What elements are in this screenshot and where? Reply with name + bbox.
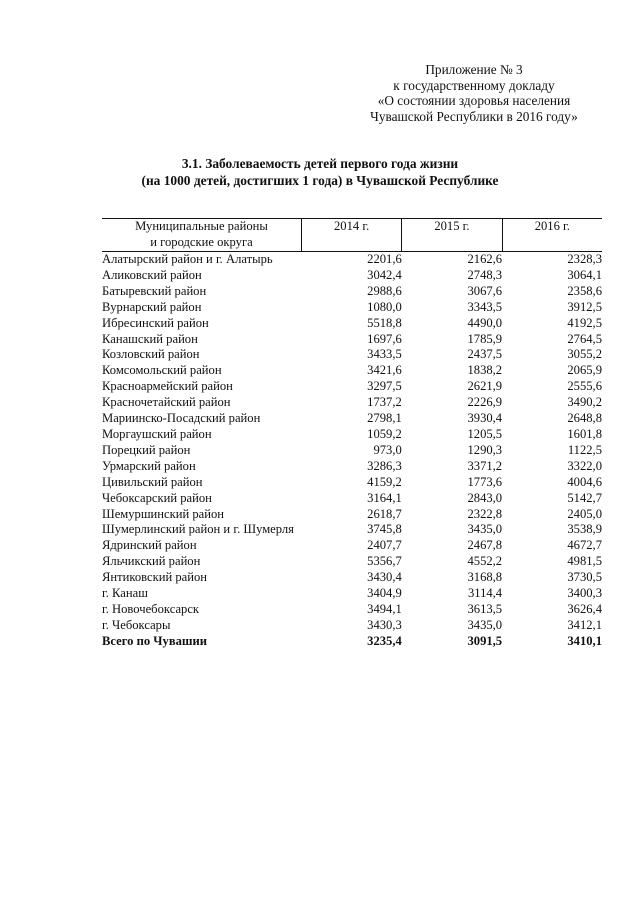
value-2014: 3404,9	[367, 586, 402, 601]
value-2014: 1737,2	[367, 395, 402, 410]
value-2015: 3067,6	[467, 283, 503, 298]
value-2014: 3494,1	[367, 601, 402, 616]
table-body	[102, 252, 602, 650]
table-row	[102, 507, 602, 523]
district-name: Цивильский район	[102, 474, 203, 489]
value-2015: 2437,5	[467, 347, 503, 362]
table-row	[102, 443, 602, 459]
district-name: Порецкий район	[102, 442, 191, 457]
appendix-line: «О состоянии здоровья населения	[377, 93, 571, 109]
value-2015: 2322,8	[467, 506, 503, 521]
value-2015: 4552,2	[467, 554, 503, 569]
table-row	[102, 459, 602, 475]
table-row	[102, 379, 602, 395]
district-name: Шумерлинский район и г. Шумерля	[102, 522, 294, 537]
value-2015: 3343,5	[467, 299, 503, 314]
value-2016: 3538,9	[567, 522, 602, 537]
district-name: Вурнарский район	[102, 299, 202, 314]
value-2016: 4004,6	[567, 474, 602, 489]
value-2015: 2843,0	[467, 490, 503, 505]
district-name: Батыревский район	[102, 283, 207, 298]
value-2016: 1122,5	[567, 442, 602, 457]
total-label: Всего по Чувашии	[102, 633, 208, 648]
value-2016: 5142,7	[567, 490, 602, 505]
value-2014: 3745,8	[367, 522, 402, 537]
value-2014: 3297,5	[367, 379, 402, 394]
value-2016: 2065,9	[567, 363, 602, 378]
value-2016: 3055,2	[567, 347, 602, 362]
value-2016: 4981,5	[567, 554, 602, 569]
value-2016: 3400,3	[567, 586, 602, 601]
value-2016: 2405,0	[567, 506, 602, 521]
column-header-district-line: Муниципальные районы	[135, 219, 268, 233]
district-name: Ядринский район	[102, 538, 197, 553]
value-2016: 4672,7	[567, 538, 602, 553]
value-2016: 1601,8	[567, 426, 602, 441]
value-2015: 3613,5	[467, 601, 503, 616]
table-row	[102, 554, 602, 570]
value-2015: 3168,8	[467, 570, 503, 585]
value-2016: 3730,5	[567, 570, 602, 585]
column-header-2014: 2014 г.	[301, 219, 401, 252]
value-2015: 1290,3	[467, 442, 503, 457]
value-2014: 2798,1	[367, 411, 402, 426]
value-2015: 3114,4	[467, 586, 503, 601]
table-row	[102, 316, 602, 332]
table-row	[102, 268, 602, 284]
value-2015: 3371,2	[467, 458, 503, 473]
value-2016: 3912,5	[567, 299, 602, 314]
value-2014: 2988,6	[367, 283, 402, 298]
table-row	[102, 427, 602, 443]
value-2015: 1205,5	[467, 426, 503, 441]
appendix-line: к государственному докладу	[393, 77, 555, 93]
value-2014: 1080,0	[367, 299, 402, 314]
district-name: Алатырский район и г. Алатырь	[102, 252, 273, 266]
value-2015: 1773,6	[467, 474, 503, 489]
total-value-2016: 3410,1	[567, 633, 602, 648]
value-2016: 3490,2	[567, 395, 602, 410]
table-row	[102, 491, 602, 507]
district-name: Канашский район	[102, 331, 198, 346]
table-header-row	[102, 219, 602, 252]
district-name: г. Новочебоксарск	[102, 601, 200, 616]
value-2014: 5518,8	[367, 315, 402, 330]
value-2014: 973,0	[373, 442, 402, 457]
table-row	[102, 522, 602, 538]
district-name: г. Канаш	[102, 586, 148, 601]
table-header	[102, 219, 602, 252]
district-name: Комсомольский район	[102, 363, 222, 378]
table-row	[102, 300, 602, 316]
appendix-header	[344, 62, 604, 124]
value-2014: 1059,2	[367, 426, 402, 441]
value-2016: 2648,8	[567, 411, 602, 426]
value-2016: 4192,5	[567, 315, 602, 330]
morbidity-table	[102, 218, 602, 650]
district-name: Ибресинский район	[102, 315, 209, 330]
table-row	[102, 395, 602, 411]
value-2014: 3042,4	[367, 267, 402, 282]
value-2014: 2407,7	[367, 538, 402, 553]
table-row	[102, 347, 602, 363]
district-name: Аликовский район	[102, 267, 202, 282]
value-2016: 2764,5	[567, 331, 602, 346]
district-name: Урмарский район	[102, 458, 196, 473]
table-title-line: (на 1000 детей, достигших 1 года) в Чувашской Республике	[141, 172, 499, 188]
value-2016: 2555,6	[567, 379, 602, 394]
value-2014: 4159,2	[367, 474, 402, 489]
value-2015: 2467,8	[467, 538, 503, 553]
appendix-line: Чувашской Республики в 2016 году»	[370, 108, 578, 124]
value-2016: 2358,6	[567, 283, 602, 298]
value-2015: 3930,4	[467, 411, 503, 426]
district-name: Красноармейский район	[102, 379, 233, 394]
district-name: Красночетайский район	[102, 395, 231, 410]
table-total-row	[102, 634, 602, 650]
appendix-line: Приложение № 3	[425, 62, 523, 77]
district-name: Янтиковский район	[102, 570, 208, 585]
value-2014: 5356,7	[367, 554, 402, 569]
value-2016: 3626,4	[567, 601, 602, 616]
value-2014: 2618,7	[367, 506, 402, 521]
value-2014: 3430,3	[367, 617, 402, 632]
value-2014: 3430,4	[367, 570, 402, 585]
total-value-2015: 3091,5	[467, 633, 503, 648]
table-row	[102, 618, 602, 634]
value-2015: 2162,6	[467, 252, 503, 266]
column-header-2016: 2016 г.	[534, 219, 570, 233]
district-name: Чебоксарский район	[102, 490, 212, 505]
table-row	[102, 475, 602, 491]
table-row	[102, 602, 602, 618]
column-header-district	[102, 219, 301, 252]
district-name: Моргаушский район	[102, 426, 212, 441]
value-2015: 3435,0	[467, 617, 503, 632]
value-2014: 3164,1	[367, 490, 402, 505]
table-title	[0, 156, 640, 189]
table-row	[102, 411, 602, 427]
total-value-2014: 3235,4	[367, 633, 402, 648]
value-2014: 2201,6	[367, 252, 402, 266]
value-2015: 1785,9	[467, 331, 503, 346]
value-2014: 3421,6	[367, 363, 402, 378]
table-row	[102, 332, 602, 348]
value-2016: 2328,3	[567, 252, 602, 266]
value-2016: 3412,1	[567, 617, 602, 632]
value-2015: 2748,3	[467, 267, 503, 282]
column-header-district-line: и городские округа	[150, 234, 253, 249]
value-2016: 3064,1	[567, 267, 602, 282]
district-name: Яльчикский район	[102, 554, 201, 569]
value-2016: 3322,0	[567, 458, 602, 473]
table-title-line: 3.1. Заболеваемость детей первого года жизни	[181, 156, 459, 171]
table-row	[102, 538, 602, 554]
district-name: Шемуршинский район	[102, 506, 225, 521]
table-row	[102, 284, 602, 300]
value-2015: 2621,9	[467, 379, 503, 394]
district-name: Козловский район	[102, 347, 200, 362]
value-2014: 3286,3	[367, 458, 402, 473]
table-row	[102, 363, 602, 379]
column-header-2015: 2015 г.	[402, 219, 502, 252]
value-2015: 2226,9	[467, 395, 503, 410]
value-2014: 3433,5	[367, 347, 402, 362]
value-2015: 3435,0	[467, 522, 503, 537]
value-2015: 1838,2	[467, 363, 503, 378]
table-row	[102, 586, 602, 602]
value-2014: 1697,6	[367, 331, 402, 346]
table-row	[102, 570, 602, 586]
district-name: г. Чебоксары	[102, 617, 171, 632]
value-2015: 4490,0	[467, 315, 503, 330]
table-row	[102, 252, 602, 268]
district-name: Мариинско-Посадский район	[102, 411, 261, 426]
